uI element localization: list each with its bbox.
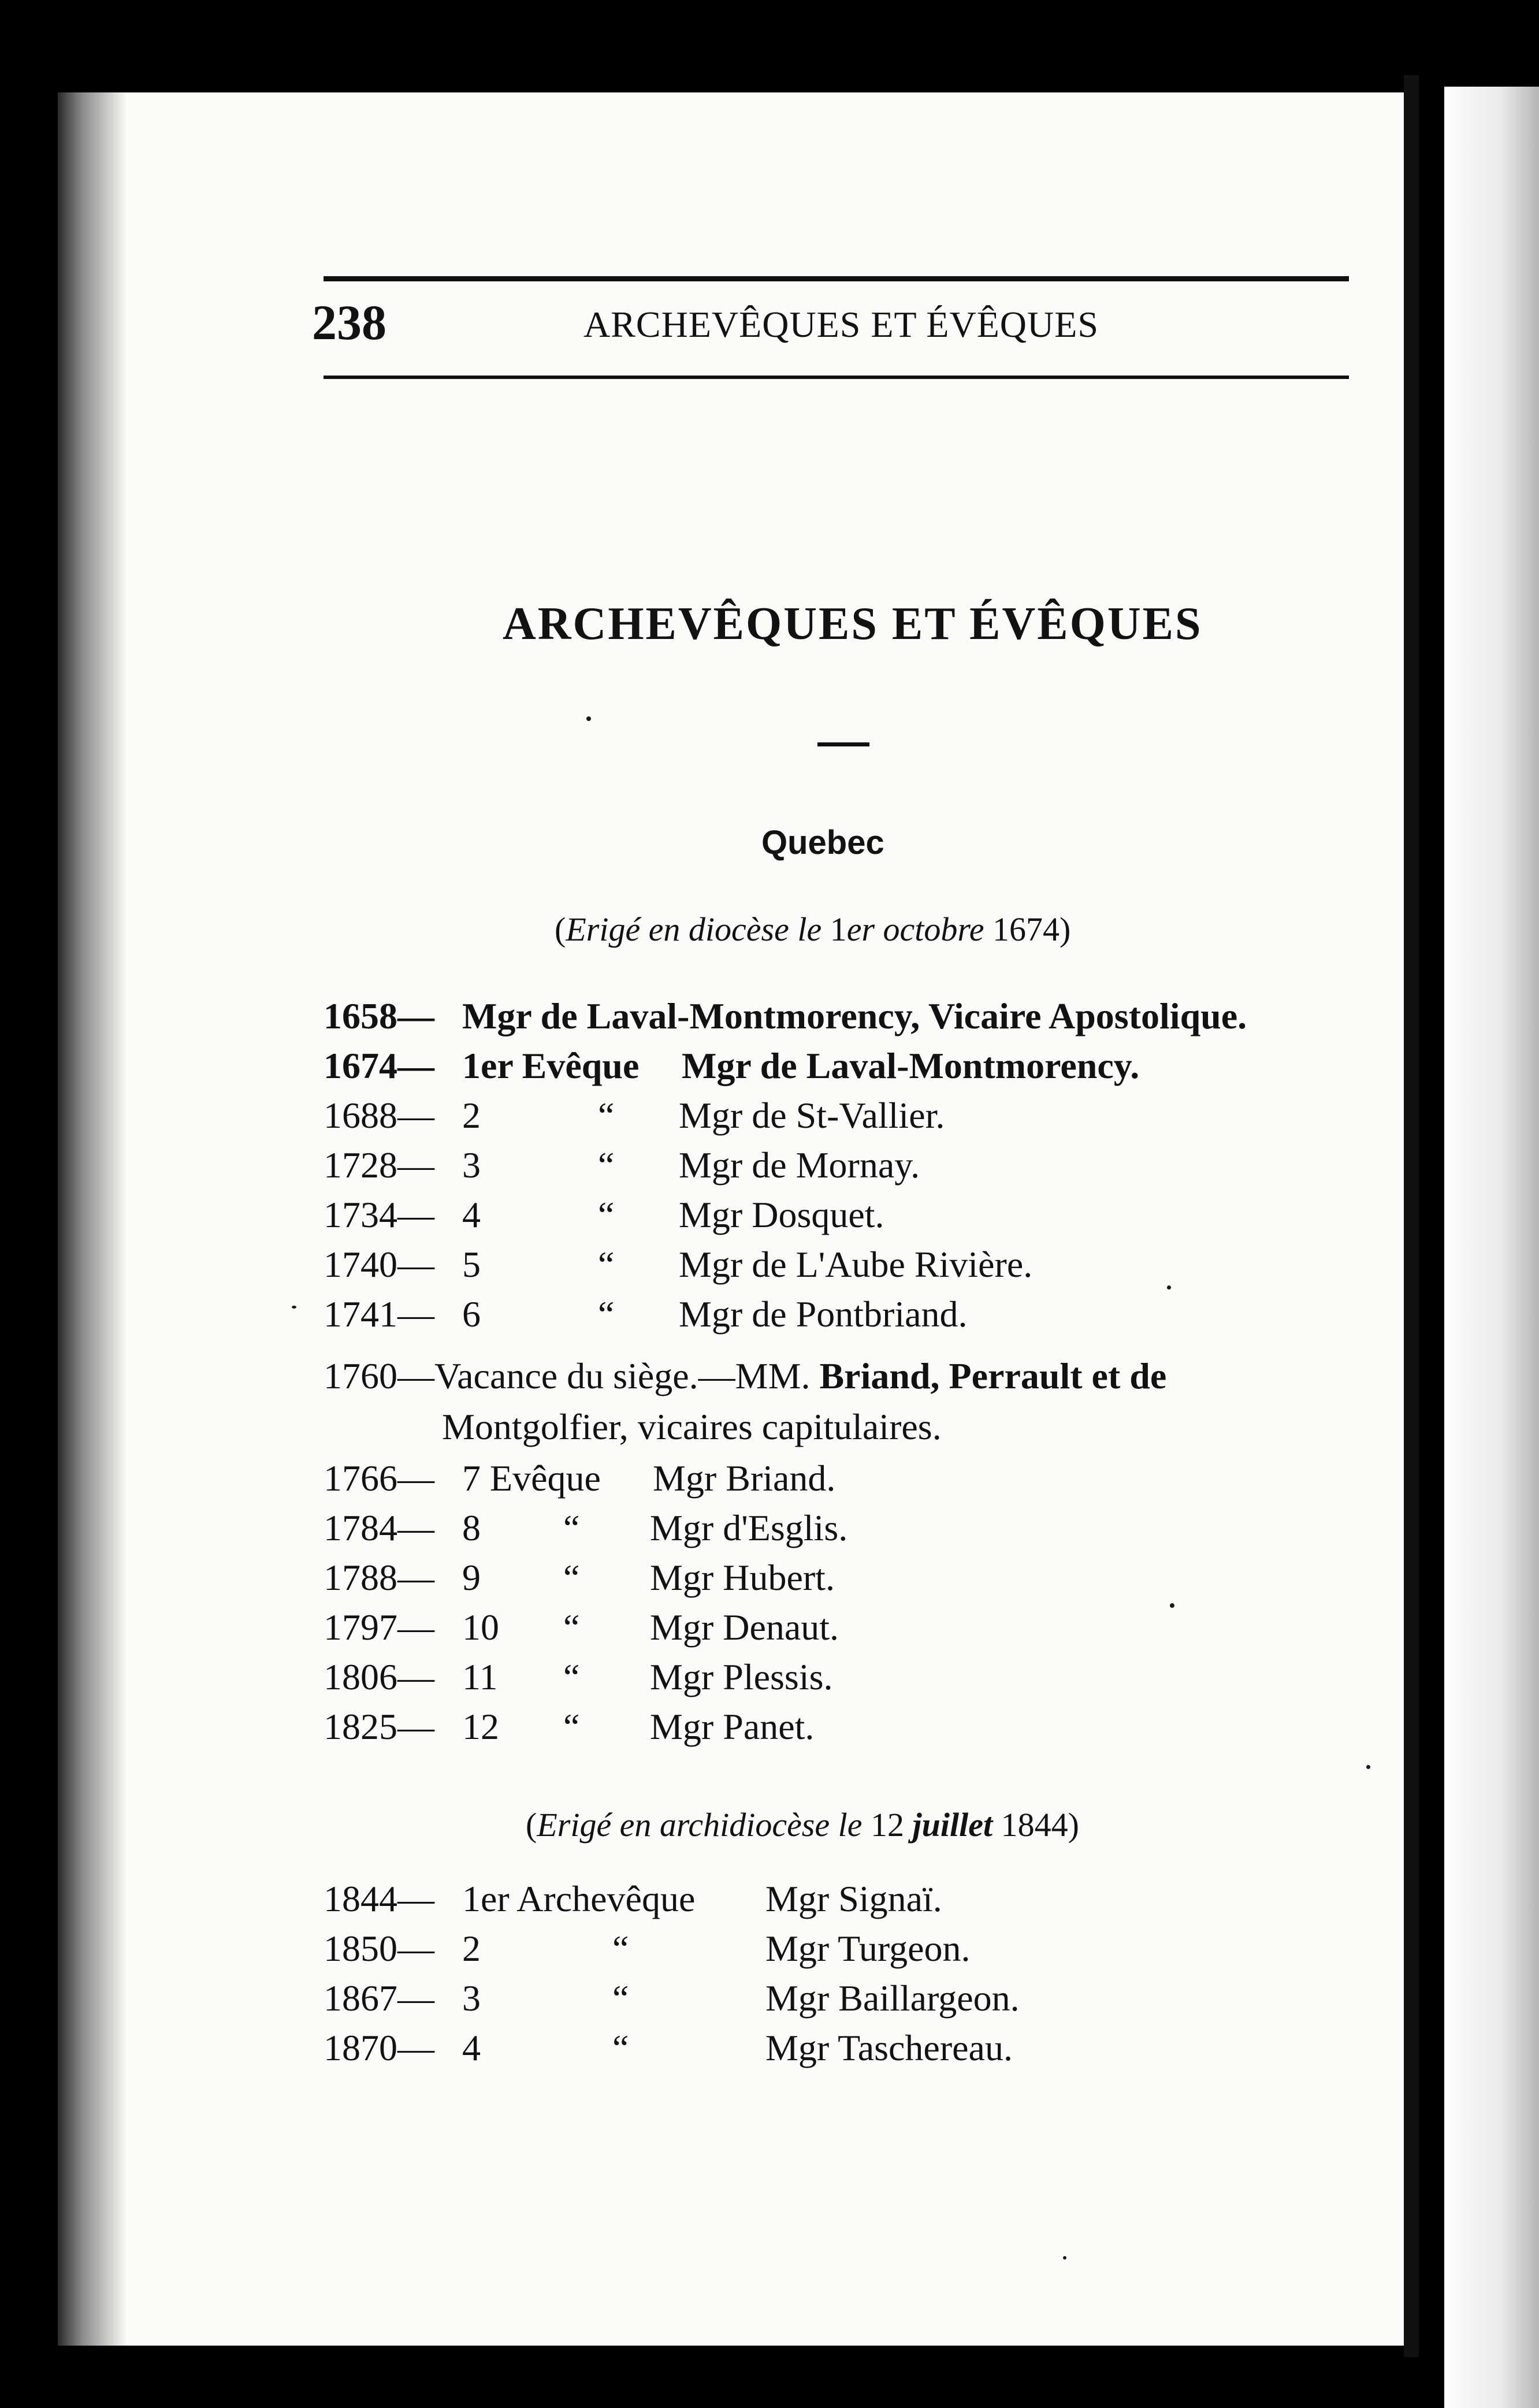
entry-number: 9 (462, 1557, 481, 1598)
entry-name: Mgr Hubert. (650, 1557, 835, 1598)
entry-number: 11 (462, 1656, 498, 1697)
scan-speck (1167, 1285, 1171, 1290)
diocese-erection-note: (Erigé en diocèse le 1er octobre 1674) (555, 911, 1071, 948)
scan-speck (1170, 1603, 1174, 1608)
adjacent-leaf (1444, 87, 1539, 2408)
entry-ditto: “ (563, 1656, 580, 1697)
entry-date: 1806— (324, 1656, 434, 1697)
header-rule-bottom (324, 376, 1349, 379)
entry-ditto: “ (563, 1607, 580, 1648)
entry-date: 1850— (324, 1928, 434, 1969)
entry-number: 2 (462, 1095, 481, 1136)
entry-number: 3 (462, 1978, 481, 2019)
entry-ditto: “ (563, 1507, 580, 1548)
entry-date: 1741— (324, 1294, 434, 1335)
entry-ditto: “ (612, 2027, 629, 2068)
entry-ditto: “ (598, 1294, 615, 1335)
entry-date: 1734— (324, 1194, 434, 1235)
entry-name: Mgr de Mornay. (679, 1144, 920, 1186)
entry-name: Mgr Turgeon. (765, 1928, 971, 1969)
entry-number: 8 (462, 1507, 481, 1548)
entry-number: 3 (462, 1144, 481, 1186)
entry-name: Mgr de Laval-Montmorency, Vicaire Apostolique. (462, 995, 1247, 1036)
title-divider (817, 742, 869, 746)
running-header: ARCHEVÊQUES ET ÉVÊQUES (583, 304, 1099, 345)
entry-number: 4 (462, 1194, 481, 1235)
entry-date: 1728— (324, 1144, 434, 1186)
entry-name: Mgr Plessis. (650, 1656, 833, 1697)
entry-name: Mgr Denaut. (650, 1607, 839, 1648)
entry-name: Mgr Taschereau. (765, 2027, 1013, 2068)
entry-number: 7 Evêque (462, 1458, 601, 1499)
entry-name: Mgr de L'Aube Rivière. (679, 1244, 1033, 1285)
entry-name: Mgr de Laval-Montmorency. (682, 1045, 1140, 1086)
entry-number: 5 (462, 1244, 481, 1285)
entry-name: Mgr Briand. (653, 1458, 836, 1499)
section-heading: Quebec (761, 824, 884, 861)
entry-number: 10 (462, 1607, 499, 1648)
entry-date: 1825— (324, 1706, 434, 1747)
entry-date: 1867— (324, 1978, 434, 2019)
page-edge-shadow (1404, 75, 1419, 2357)
entry-ditto: “ (563, 1706, 580, 1747)
entry-name: Mgr de Pontbriand. (679, 1294, 968, 1335)
entry-number: 12 (462, 1706, 499, 1747)
entry-number: 1er Evêque (462, 1045, 640, 1086)
entry-number: 1er Archevêque (462, 1878, 696, 1919)
header-rule-top (324, 276, 1349, 281)
entry-ditto: “ (612, 1928, 629, 1969)
entry-date: 1844— (324, 1878, 434, 1919)
entry-date: 1658— (324, 995, 434, 1036)
entry-name: Mgr de St-Vallier. (679, 1095, 945, 1136)
entry-date: 1688— (324, 1095, 434, 1136)
entry-date: 1784— (324, 1507, 434, 1548)
entry-ditto: “ (598, 1244, 615, 1285)
page-title: ARCHEVÊQUES ET ÉVÊQUES (503, 599, 1203, 649)
entry-number: 2 (462, 1928, 481, 1969)
entry-name: Mgr Signaï. (765, 1878, 942, 1919)
entry-name: Mgr d'Esglis. (650, 1507, 848, 1548)
entry-name: Mgr Panet. (650, 1706, 815, 1747)
scan-speck (1063, 2256, 1066, 2260)
archdiocese-erection-note: (Erigé en archidiocèse le 12 juillet 1844) (526, 1806, 1079, 1844)
entry-ditto: “ (563, 1557, 580, 1598)
vacancy-line-1: 1760—Vacance du siège.—MM. Briand, Perrault et de (324, 1355, 1167, 1396)
entry-name: Mgr Dosquet. (679, 1194, 884, 1235)
entry-number: 4 (462, 2027, 481, 2068)
page-number: 238 (312, 295, 386, 350)
entry-date: 1788— (324, 1557, 434, 1598)
entry-ditto: “ (598, 1095, 615, 1136)
entry-number: 6 (462, 1294, 481, 1335)
entry-ditto: “ (598, 1194, 615, 1235)
entry-name: Mgr Baillargeon. (765, 1978, 1020, 2019)
scan-speck (586, 716, 591, 721)
entry-date: 1870— (324, 2027, 434, 2068)
entry-date: 1766— (324, 1458, 434, 1499)
binding-shadow (58, 92, 127, 2346)
scan-speck (292, 1306, 296, 1309)
scan-speck (1366, 1765, 1370, 1769)
vacancy-line-2: Montgolfier, vicaires capitulaires. (442, 1406, 942, 1447)
entry-ditto: “ (598, 1144, 615, 1186)
entry-date: 1674— (324, 1045, 434, 1086)
entry-ditto: “ (612, 1978, 629, 2019)
entry-date: 1797— (324, 1607, 434, 1648)
entry-date: 1740— (324, 1244, 434, 1285)
